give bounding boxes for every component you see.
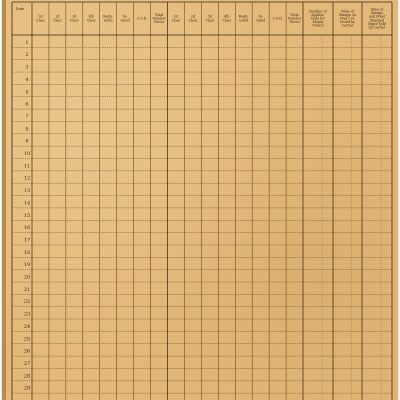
- column-header-text: Pieces: [289, 20, 300, 25]
- row-number: 9: [25, 138, 29, 145]
- column-header-text: tions for: [311, 16, 325, 21]
- row-number: 21: [23, 286, 31, 293]
- carrier-record-sheet: [2, 0, 398, 400]
- row-number: 18: [23, 249, 31, 256]
- row-number: 1: [25, 39, 29, 46]
- row-number: 7: [25, 113, 29, 120]
- column-header-text: Pieces: [153, 20, 165, 25]
- row-number: 20: [23, 274, 31, 281]
- row-number: 2: [25, 52, 29, 59]
- column-header-text: tered: [103, 18, 113, 23]
- column-header-text: sured: [256, 18, 266, 23]
- column-header-text: Applica-: [311, 12, 325, 17]
- column-header-text: 4th: [88, 14, 94, 19]
- column-header-text: Stamps: [370, 11, 384, 16]
- row-number: 25: [23, 336, 31, 343]
- column-header-text: Paper Sold: [368, 21, 386, 26]
- column-header-text: Class: [171, 18, 181, 23]
- row-number: 19: [23, 262, 31, 269]
- row-number: 14: [23, 200, 31, 207]
- column-header-text: Class: [86, 18, 96, 23]
- row-number: 6: [25, 101, 29, 108]
- row-number: 24: [23, 323, 31, 330]
- column-header-text: Money: [312, 20, 324, 25]
- column-header-text: and Other: [368, 14, 386, 19]
- row-number: 11: [23, 163, 31, 170]
- row-number: 15: [23, 212, 31, 219]
- row-number: 23: [23, 311, 31, 318]
- column-header-text: Total: [155, 12, 164, 17]
- column-header-text: 1st: [173, 14, 179, 19]
- column-header-text: Regis-: [103, 14, 114, 19]
- column-header-text: Class: [222, 18, 232, 23]
- row-number: 12: [23, 175, 31, 182]
- row-number: 29: [23, 385, 31, 392]
- column-header-text: 3d: [207, 14, 212, 19]
- row-number: 17: [23, 237, 31, 244]
- row-number: 10: [23, 151, 31, 158]
- row-number: 13: [23, 188, 31, 195]
- column-header-text: 1st: [37, 14, 43, 19]
- column-header-text: In-: [258, 14, 263, 19]
- row-number: 28: [23, 373, 31, 380]
- row-number: 3: [25, 64, 29, 71]
- column-header-text: Value of: [370, 7, 384, 12]
- column-header-text: 2d: [190, 14, 195, 19]
- column-header-text: sured: [120, 18, 130, 23]
- column-header-text: lected by: [340, 20, 355, 25]
- column-header-text: Number: [287, 16, 302, 21]
- column-header-text: Class: [205, 18, 215, 23]
- row-number: 8: [25, 126, 29, 133]
- column-header-text: tered: [239, 18, 249, 23]
- row-number: 22: [23, 299, 31, 306]
- column-header-text: C.O.D.: [136, 16, 148, 21]
- column-header-text: Class: [70, 18, 79, 23]
- column-header-text: Class: [36, 18, 45, 23]
- column-header-text: 4th: [224, 14, 230, 19]
- column-header-text: Value of: [341, 9, 354, 14]
- date-column-header: Date: [15, 7, 25, 11]
- column-header-text: Mail Col-: [340, 16, 355, 21]
- column-header-text: by Carrier: [368, 25, 386, 30]
- column-header-text: C.O.D.: [272, 16, 283, 21]
- row-number: 5: [25, 89, 29, 96]
- column-header-text: 3d: [72, 14, 77, 19]
- column-header-text: Number of: [309, 9, 327, 14]
- column-header-text: Regis-: [238, 14, 249, 19]
- column-header-text: Class: [53, 18, 62, 23]
- column-header-text: Stamps on: [338, 12, 357, 17]
- column-header-text: Total: [290, 12, 299, 17]
- column-header-text: In-: [122, 14, 128, 19]
- column-header-text: Orders: [312, 23, 324, 28]
- column-header-text: Class: [188, 18, 198, 23]
- record-grid: [2, 0, 398, 400]
- column-header-text: Carrier: [341, 23, 354, 28]
- row-number: 4: [25, 76, 29, 83]
- column-header-text: 2d: [55, 14, 60, 19]
- column-header-text: Stamped: [369, 18, 385, 23]
- row-number: 26: [23, 348, 31, 355]
- column-header-text: Number: [152, 16, 166, 21]
- row-number: 27: [23, 360, 31, 367]
- row-number: 16: [23, 225, 31, 232]
